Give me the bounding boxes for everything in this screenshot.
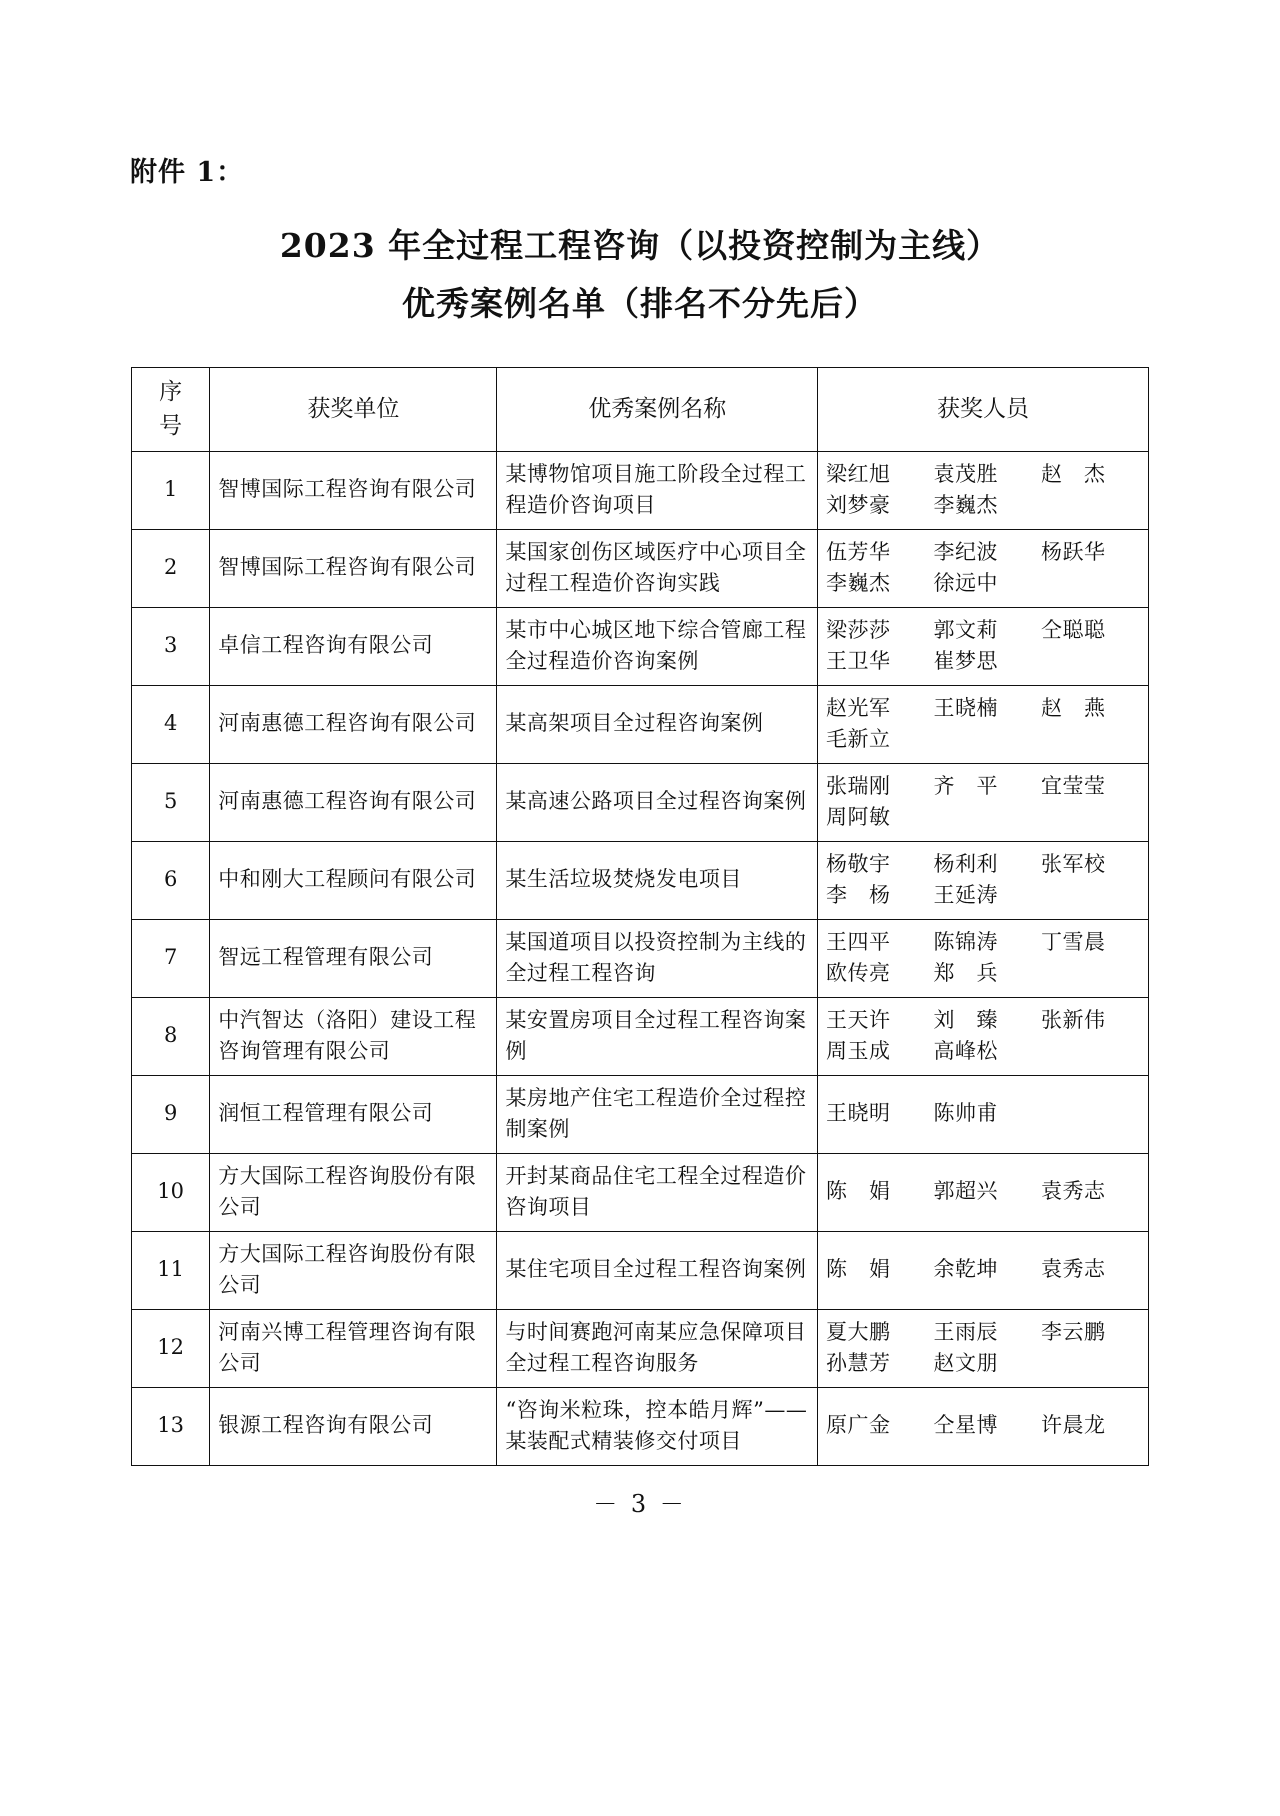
cell-case-name: 某高速公路项目全过程咨询案例 — [497, 763, 818, 841]
table-row — [132, 685, 1149, 763]
people-line: 王晓明 陈帅甫 — [825, 1101, 998, 1126]
table-row — [132, 1309, 1149, 1387]
cell-people — [817, 451, 1148, 529]
cell-unit: 中和刚大工程顾问有限公司 — [210, 841, 497, 919]
cell-index: 1 — [132, 451, 210, 529]
award-list-table — [131, 367, 1149, 1466]
table-row — [132, 919, 1149, 997]
column-header-unit: 获奖单位 — [210, 367, 497, 451]
cell-index: 4 — [132, 685, 210, 763]
title-line-1: 2023 年全过程工程咨询（以投资控制为主线） — [279, 226, 1001, 265]
cell-unit: 河南惠德工程咨询有限公司 — [210, 763, 497, 841]
page-number: － 3 － — [593, 1489, 687, 1518]
cell-unit: 卓信工程咨询有限公司 — [210, 607, 497, 685]
people-line: 张瑞刚 齐 平 宜莹莹 — [825, 773, 1106, 798]
cell-case-name: 某博物馆项目施工阶段全过程工程造价咨询项目 — [497, 451, 818, 529]
table-row — [132, 1153, 1149, 1231]
cell-people — [817, 919, 1148, 997]
column-header-index — [132, 367, 210, 451]
cell-case-name: 与时间赛跑河南某应急保障项目全过程工程咨询服务 — [497, 1309, 818, 1387]
cell-case-name: 某生活垃圾焚烧发电项目 — [497, 841, 818, 919]
cell-unit: 中汽智达（洛阳）建设工程咨询管理有限公司 — [210, 997, 497, 1075]
cell-index: 2 — [132, 529, 210, 607]
people-line: 李 杨 王延涛 — [825, 883, 998, 907]
cell-index: 12 — [132, 1309, 210, 1387]
cell-people — [817, 529, 1148, 607]
cell-index: 10 — [132, 1153, 210, 1231]
cell-people — [817, 1153, 1148, 1231]
column-header-case: 优秀案例名称 — [497, 367, 818, 451]
cell-case-name: 某高架项目全过程咨询案例 — [497, 685, 818, 763]
cell-unit: 方大国际工程咨询股份有限公司 — [210, 1231, 497, 1309]
cell-people — [817, 1231, 1148, 1309]
cell-unit: 润恒工程管理有限公司 — [210, 1075, 497, 1153]
cell-people — [817, 763, 1148, 841]
cell-case-name: 某房地产住宅工程造价全过程控制案例 — [497, 1075, 818, 1153]
cell-unit: 智博国际工程咨询有限公司 — [210, 451, 497, 529]
column-header-index-line2: 号 — [159, 413, 183, 439]
cell-index: 7 — [132, 919, 210, 997]
people-line: 杨敬宇 杨利利 张军校 — [825, 851, 1106, 876]
cell-index: 5 — [132, 763, 210, 841]
cell-case-name: 某安置房项目全过程工程咨询案例 — [497, 997, 818, 1075]
table-header-row — [132, 367, 1149, 451]
people-line: 周玉成 高峰松 — [825, 1039, 998, 1063]
cell-case-name: “咨询米粒珠，控本皓月辉”——某装配式精装修交付项目 — [497, 1387, 818, 1465]
cell-unit: 河南兴博工程管理咨询有限公司 — [210, 1309, 497, 1387]
people-line: 陈 娟 余乾坤 袁秀志 — [825, 1257, 1106, 1282]
cell-unit: 方大国际工程咨询股份有限公司 — [210, 1153, 497, 1231]
people-line: 王四平 陈锦涛 丁雪晨 — [825, 929, 1106, 954]
cell-index: 6 — [132, 841, 210, 919]
cell-people — [817, 1309, 1148, 1387]
table-row — [132, 451, 1149, 529]
table-row — [132, 529, 1149, 607]
table-row — [132, 1387, 1149, 1465]
cell-unit: 银源工程咨询有限公司 — [210, 1387, 497, 1465]
column-header-people: 获奖人员 — [817, 367, 1148, 451]
cell-case-name: 开封某商品住宅工程全过程造价咨询项目 — [497, 1153, 818, 1231]
people-line: 毛新立 — [825, 727, 891, 751]
people-line: 陈 娟 郭超兴 袁秀志 — [825, 1179, 1106, 1204]
people-line: 李巍杰 徐远中 — [825, 571, 998, 595]
cell-people — [817, 1075, 1148, 1153]
cell-people — [817, 997, 1148, 1075]
cell-case-name: 某国家创伤区域医疗中心项目全过程工程造价咨询实践 — [497, 529, 818, 607]
cell-unit: 河南惠德工程咨询有限公司 — [210, 685, 497, 763]
people-line: 梁红旭 袁茂胜 赵 杰 — [825, 461, 1106, 486]
table-header — [132, 367, 1149, 451]
cell-people — [817, 841, 1148, 919]
table-row — [132, 1231, 1149, 1309]
table-body — [132, 451, 1149, 1465]
cell-people — [817, 607, 1148, 685]
cell-people — [817, 1387, 1148, 1465]
people-line: 梁莎莎 郭文莉 仝聪聪 — [825, 617, 1106, 642]
cell-index: 3 — [132, 607, 210, 685]
cell-unit: 智远工程管理有限公司 — [210, 919, 497, 997]
attachment-label: 附件 1： — [130, 157, 245, 188]
cell-index: 8 — [132, 997, 210, 1075]
cell-case-name: 某市中心城区地下综合管廊工程全过程造价咨询案例 — [497, 607, 818, 685]
page-title — [171, 217, 1109, 333]
cell-index: 11 — [132, 1231, 210, 1309]
cell-case-name: 某住宅项目全过程工程咨询案例 — [497, 1231, 818, 1309]
people-line: 孙慧芳 赵文朋 — [825, 1351, 998, 1375]
table-row — [132, 997, 1149, 1075]
people-line: 欧传亮 郑 兵 — [825, 961, 998, 985]
cell-index: 13 — [132, 1387, 210, 1465]
people-line: 原广金 仝星博 许晨龙 — [825, 1413, 1106, 1438]
cell-case-name: 某国道项目以投资控制为主线的全过程工程咨询 — [497, 919, 818, 997]
cell-unit: 智博国际工程咨询有限公司 — [210, 529, 497, 607]
table-row — [132, 607, 1149, 685]
cell-people — [817, 685, 1148, 763]
people-line: 王卫华 崔梦思 — [825, 649, 998, 673]
table-row — [132, 763, 1149, 841]
table-row — [132, 841, 1149, 919]
table-row — [132, 1075, 1149, 1153]
people-line: 伍芳华 李纪波 杨跃华 — [825, 539, 1106, 564]
people-line: 刘梦豪 李巍杰 — [825, 493, 998, 517]
cell-index: 9 — [132, 1075, 210, 1153]
people-line: 赵光军 王晓楠 赵 燕 — [825, 695, 1106, 720]
people-line: 夏大鹏 王雨辰 李云鹏 — [825, 1319, 1106, 1344]
people-line: 周阿敏 — [825, 805, 891, 829]
column-header-index-line1: 序 — [159, 378, 183, 405]
people-line: 王天许 刘 臻 张新伟 — [825, 1007, 1106, 1032]
title-line-2: 优秀案例名单（排名不分先后） — [401, 283, 878, 323]
